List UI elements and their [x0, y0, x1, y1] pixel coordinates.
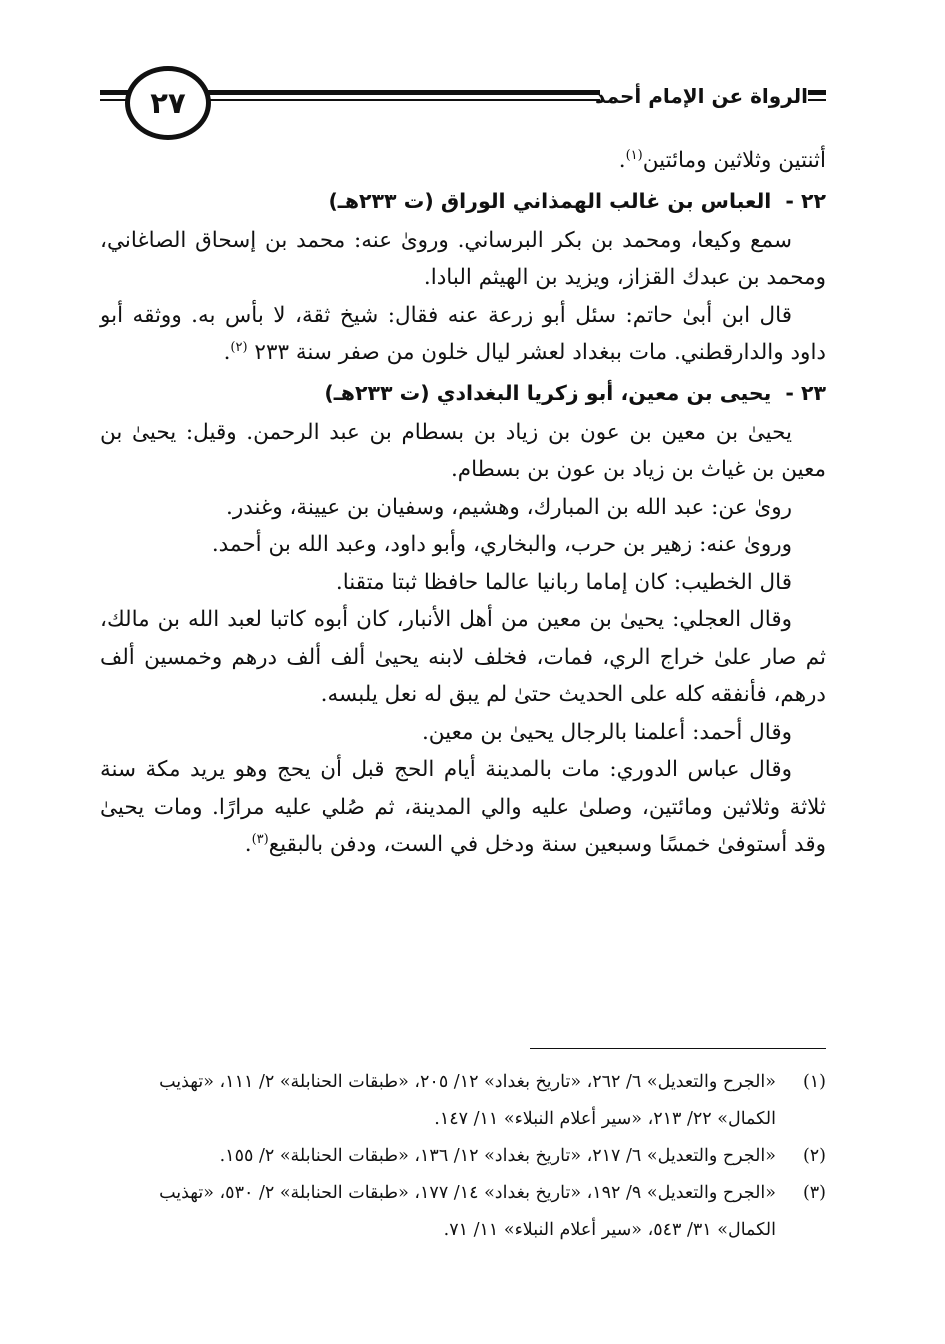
entry-23-title: يحيى بن معين، أبو زكريا البغدادي (ت ٢٣٣هـ): [324, 380, 772, 405]
footnote-ref-2: (٢): [230, 339, 248, 355]
footnote-number: (٢): [802, 1146, 826, 1166]
footnote-separator: [530, 1048, 826, 1049]
running-title: الرواة عن الإمام أحمد: [600, 78, 808, 114]
footnotes: [100, 1064, 826, 1249]
footnote-text: «الجرح والتعديل» ٦/ ٢٦٢، «تاريخ بغداد» ١٢/ ٢٠٥، «طبقات الحنابلة» ٢/ ١١١، «تهذيب الكمال» ٢٢/ ٢١٣، «سير أعلام النبلاء» ١١/ ١٤٧.: [159, 1072, 776, 1129]
entry-23-paragraph-4: قال الخطيب: كان إماما ربانيا عالما حافظا ثبتا متقنا.: [335, 569, 792, 595]
footnote-ref-1: (١): [625, 147, 643, 163]
footnote-text: «الجرح والتعديل» ٦/ ٢١٧، «تاريخ بغداد» ١٢/ ١٣٦، «طبقات الحنابلة» ٢/ ١٥٥.: [219, 1146, 776, 1166]
entry-23-paragraph-5: وقال العجلي: يحيىٰ بن معين من أهل الأنبار، كان أبوه كاتبا لعبد الله بن مالك، ثم صار علىٰ خراج الري، فمات، فخلف لابنه يحيىٰ ألف ألف درهم وخمسين ألف درهم، فأنفقه كله على الحديث حتىٰ لم يبق له نعل يلبسه.: [100, 607, 826, 707]
entry-23-heading: [100, 372, 826, 414]
footnote-ref-3: (٣): [251, 831, 269, 847]
footnote-3: [100, 1175, 826, 1249]
entry-23-paragraph-3: وروىٰ عنه: زهير بن حرب، والبخاري، وأبو داود، وعبد الله بن أحمد.: [211, 532, 792, 557]
entry-22-number: ٢٢ -: [785, 188, 826, 213]
entry-23-paragraph-6: وقال أحمد: أعلمنا بالرجال يحيىٰ بن معين.: [421, 719, 792, 745]
page-body: [100, 142, 826, 864]
footnote-number: (٣): [802, 1183, 826, 1203]
entry-23-number: ٢٣ -: [785, 380, 826, 405]
entry-22-title: العباس بن غالب الهمذاني الوراق (ت ٢٣٣هـ): [328, 188, 772, 213]
footnote-2: [100, 1138, 826, 1175]
entry-23-paragraph-7: وقال عباس الدوري: مات بالمدينة أيام الحج قبل أن يحج وهو يريد مكة سنة ثلاثة وثلاثين ومائتين، وصلىٰ عليه والي المدينة، ثم صُلي عليه مرارًا. ومات يحيىٰ وقد أستوفىٰ خمسًا وسبعين سنة ودخل في الست، ودفن بالبقيع$^{(٣)}$.: [100, 757, 826, 857]
footnote-number: (١): [802, 1072, 826, 1092]
entry-22-paragraph-1: سمع وكيعا، ومحمد بن بكر البرساني. وروىٰ عنه: محمد بن إسحاق الصاغاني، ومحمد بن عبدك القزاز، ويزيد بن الهيثم البادا.: [100, 227, 826, 290]
entry-22-paragraph-2: قال ابن أبىٰ حاتم: سئل أبو زرعة عنه فقال: شيخ ثقة، لا بأس به. ووثقه أبو داود والدارقطني. مات ببغداد لعشر ليال خلون من صفر سنة ٢٣٣ $^{(٢)}$.: [100, 302, 826, 365]
entry-22-heading: [100, 180, 826, 222]
page-header: [0, 0, 945, 140]
entry-23-paragraph-2: روىٰ عن: عبد الله بن المبارك، وهشيم، وسفيان بن عيينة، وغندر.: [226, 494, 792, 520]
entry-23-paragraph-1: يحيىٰ بن معين بن عون بن زياد بن بسطام بن عبد الرحمن. وقيل: يحيىٰ بن معين بن غياث بن زياد بن عون بن بسطام.: [100, 419, 826, 482]
footnote-1: [100, 1064, 826, 1138]
page-number: ٢٧: [125, 66, 211, 140]
continuation-line: أثنتين وثلاثين ومائتين$^{(١)}$.: [618, 147, 826, 173]
footnote-text: «الجرح والتعديل» ٩/ ١٩٢، «تاريخ بغداد» ١٤/ ١٧٧، «طبقات الحنابلة» ٢/ ٥٣٠، «تهذيب الكمال» ٣١/ ٥٤٣، «سير أعلام النبلاء» ١١/ ٧١.: [159, 1183, 776, 1240]
